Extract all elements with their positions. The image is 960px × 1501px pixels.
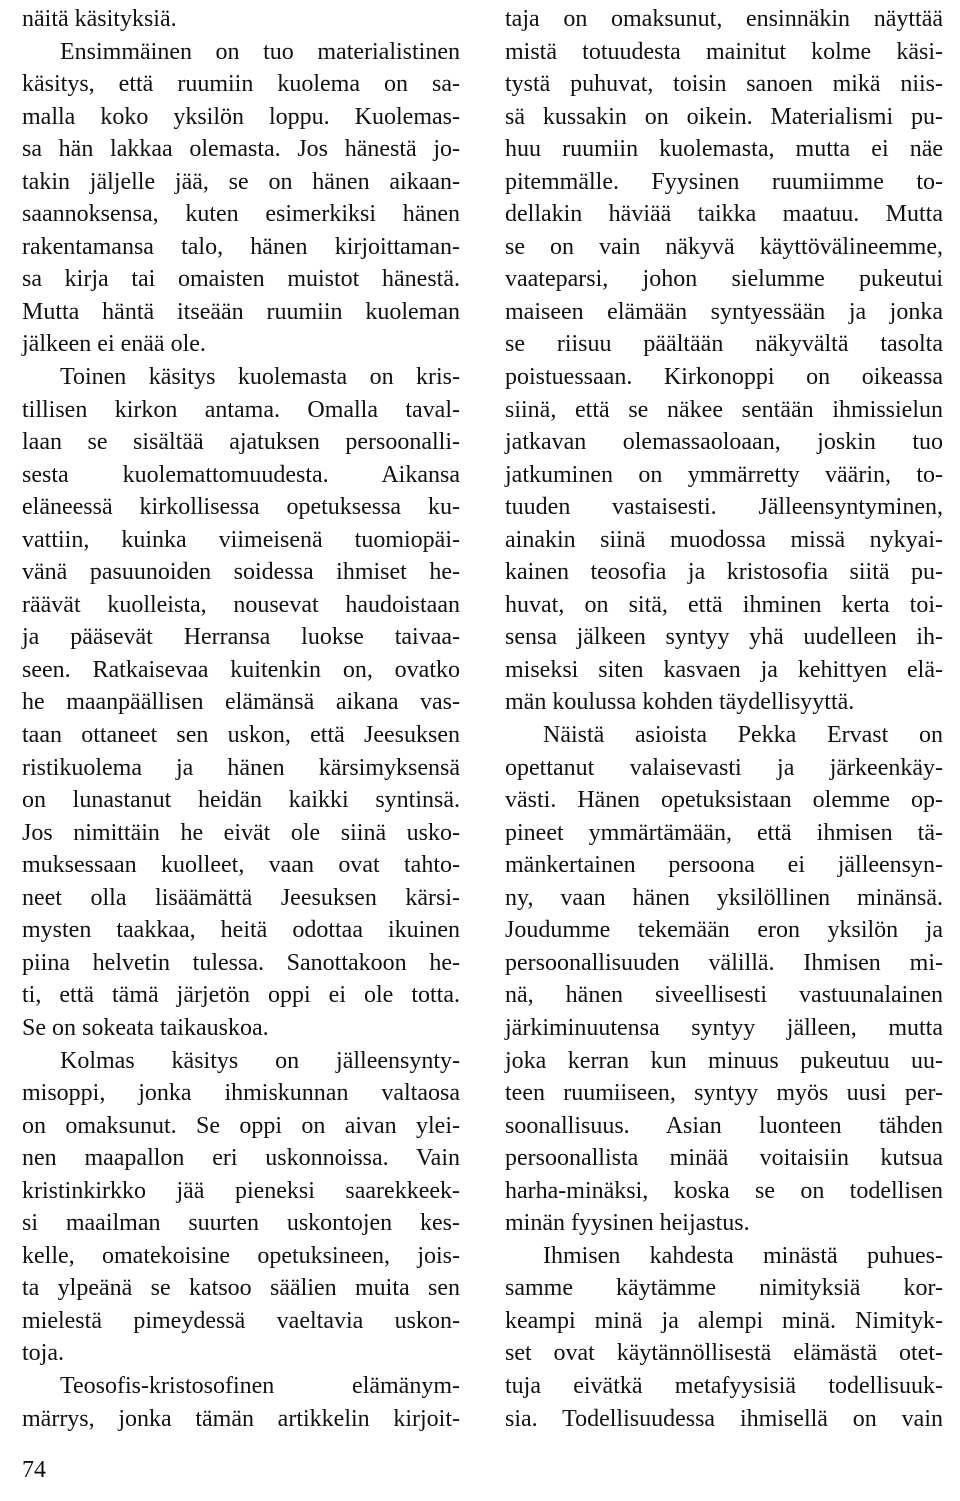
text-line: Kolmas käsitys on jälleensynty- — [60, 1047, 460, 1074]
text-line: Jos nimittäin he eivät ole siinä usko- — [22, 819, 460, 846]
text-line: mysten taakkaa, heitä odottaa ikuinen — [22, 917, 460, 944]
text-line: huvat, on sitä, että ihminen kerta toi- — [505, 591, 943, 618]
text-line: ti, että tämä järjetön oppi ei ole totta. — [22, 982, 460, 1009]
text-line: tillisen kirkon antama. Omalla taval- — [22, 396, 460, 423]
text-line: järkiminuutensa syntyy jälleen, mutta — [505, 1014, 943, 1041]
text-line: tuuden vastaisesti. Jälleensyntyminen, — [505, 494, 943, 521]
text-line: räävät kuolleista, nousevat haudoistaan — [22, 591, 460, 618]
text-line: kristinkirkko jää pieneksi saarekkeek- — [22, 1177, 460, 1204]
text-line: jälkeen ei enää ole. — [22, 331, 206, 358]
text-line: Näistä asioista Pekka Ervast on — [543, 722, 943, 749]
text-line: Joudumme tekemään eron yksilön ja — [505, 917, 943, 944]
text-line: siinä, että se näkee sentään ihmissielun — [505, 396, 943, 423]
text-line: mistä totuudesta mainitut kolme käsi- — [505, 38, 943, 65]
text-line: laan se sisältää ajatuksen persoonalli- — [22, 429, 460, 456]
text-line: jatkuminen on ymmärretty väärin, to- — [505, 461, 943, 488]
text-line: neet olla lisäämättä Jeesuksen kärsi- — [22, 884, 460, 911]
text-line: harha-minäksi, koska se on todellisen — [505, 1177, 943, 1204]
text-line: sa kirja tai omaisten muistot hänestä. — [22, 266, 460, 293]
text-line: malla koko yksilön loppu. Kuolemas- — [22, 103, 460, 130]
text-line: maiseen elämään syntyessään ja jonka — [505, 298, 943, 325]
text-line: samme käytämme nimityksiä kor- — [505, 1275, 943, 1302]
text-line: sesta kuolemattomuudesta. Aikansa — [22, 461, 460, 488]
text-line: persoonallisuuden välillä. Ihmisen mi- — [505, 949, 943, 976]
text-line: mänkertainen persoona ei jälleensyn- — [505, 852, 943, 879]
left-text-column — [22, 3, 460, 1435]
text-line: taan ottaneet sen uskon, että Jeesuksen — [22, 722, 460, 749]
text-line: mielestä pimeydessä vaeltavia uskon- — [22, 1307, 460, 1334]
text-line: Ensimmäinen on tuo materialistinen — [60, 38, 460, 65]
text-line: dellakin häviää taikka maatuu. Mutta — [505, 201, 943, 228]
text-line: ainakin siinä muodossa missä nykyai- — [505, 526, 943, 553]
text-line: Ihmisen kahdesta minästä puhues- — [543, 1242, 943, 1269]
text-line: poistuessaan. Kirkonoppi on oikeassa — [505, 364, 943, 391]
text-line: minän fyysinen heijastus. — [505, 1210, 750, 1237]
text-line: piina helvetin tulessa. Sanottakoon he- — [22, 949, 460, 976]
text-line: on omaksunut. Se oppi on aivan ylei- — [22, 1112, 460, 1139]
text-line: nen maapallon eri uskonnoissa. Vain — [22, 1145, 460, 1172]
text-line: pitemmälle. Fyysinen ruumiimme to- — [505, 168, 943, 195]
text-line: Mutta häntä itseään ruumiin kuoleman — [22, 298, 460, 325]
text-line: Se on sokeata taikauskoa. — [22, 1014, 269, 1041]
text-line: ny, vaan hänen yksilöllinen minänsä. — [505, 884, 943, 911]
text-line: ta ylpeänä se katsoo säälien muita sen — [22, 1275, 460, 1302]
text-line: teen ruumiiseen, syntyy myös uusi per- — [505, 1080, 943, 1107]
text-line: käsitys, että ruumiin kuolema on sa- — [22, 71, 460, 98]
text-line: set ovat käytännöllisestä elämästä otet- — [505, 1340, 943, 1367]
text-line: sensa jälkeen syntyy yhä uudelleen ih- — [505, 624, 943, 651]
text-line: miseksi siten kasvaen ja kehittyen elä- — [505, 656, 943, 683]
text-line: huu ruumiin kuolemasta, mutta ei näe — [505, 136, 943, 163]
text-line: ristikuolema ja hänen kärsimyksensä — [22, 754, 460, 781]
text-line: Teosofis-kristosofinen elämänym- — [60, 1372, 460, 1399]
text-line: sa hän lakkaa olemasta. Jos hänestä jo- — [22, 136, 460, 163]
text-line: västi. Hänen opetuksistaan olemme op- — [505, 787, 943, 814]
text-line: sia. Todellisuudessa ihmisellä on vain — [505, 1405, 943, 1432]
text-line: persoonallista minää voitaisiin kutsua — [505, 1145, 943, 1172]
text-line: on lunastanut heidän kaikki syntinsä. — [22, 787, 460, 814]
text-line: näitä käsityksiä. — [22, 6, 177, 32]
text-line: märrys, jonka tämän artikkelin kirjoit- — [22, 1405, 460, 1432]
text-line: eläneessä kirkollisessa opetuksessa ku- — [22, 494, 460, 521]
text-line: takin jäljelle jää, se on hänen aikaan- — [22, 168, 460, 195]
text-line: kainen teosofia ja kristosofia siitä pu- — [505, 559, 943, 586]
text-line: si maailman suurten uskontojen kes- — [22, 1210, 460, 1237]
text-line: sä kussakin on oikein. Materialismi pu- — [505, 103, 943, 130]
right-text-column — [505, 3, 943, 1435]
text-line: ja pääsevät Herransa luokse taivaa- — [22, 624, 460, 651]
text-line: vattiin, kuinka viimeisenä tuomiopäi- — [22, 526, 460, 553]
text-line: män koulussa kohden täydellisyyttä. — [505, 689, 855, 716]
text-line: Toinen käsitys kuolemasta on kris- — [60, 364, 460, 391]
text-line: misoppi, jonka ihmiskunnan valtaosa — [22, 1080, 460, 1107]
text-line: vaateparsi, johon sielumme pukeutui — [505, 266, 943, 293]
text-line: tuja eivätkä metafyysisiä todellisuuk- — [505, 1372, 943, 1399]
page-number: 74 — [22, 1457, 46, 1483]
text-line: vänä pasuunoiden soidessa ihmiset he- — [22, 559, 460, 586]
text-line: se riisuu päältään näkyvältä tasolta — [505, 331, 943, 358]
text-line: seen. Ratkaisevaa kuitenkin on, ovatko — [22, 656, 460, 683]
text-line: tystä puhuvat, toisin sanoen mikä niis- — [505, 71, 943, 98]
text-line: jatkavan olemassaoloaan, joskin tuo — [505, 429, 943, 456]
text-line: taja on omaksunut, ensinnäkin näyttää — [505, 6, 943, 32]
text-line: opettanut valaisevasti ja järkeenkäy- — [505, 754, 943, 781]
text-line: se on vain näkyvä käyttövälineemme, — [505, 233, 943, 260]
text-line: muksessaan kuolleet, vaan ovat tahto- — [22, 852, 460, 879]
text-line: soonallisuus. Asian luonteen tähden — [505, 1112, 943, 1139]
text-line: keampi minä ja alempi minä. Nimityk- — [505, 1307, 943, 1334]
text-line: he maanpäällisen elämänsä aikana vas- — [22, 689, 460, 716]
text-line: toja. — [22, 1340, 64, 1367]
text-line: rakentamansa talo, hänen kirjoittaman- — [22, 233, 460, 260]
text-line: joka kerran kun minuus pukeutuu uu- — [505, 1047, 943, 1074]
text-line: nä, hänen siveellisesti vastuunalainen — [505, 982, 943, 1009]
text-line: kelle, omatekoisine opetuksineen, jois- — [22, 1242, 460, 1269]
text-line: pineet ymmärtämään, että ihmisen tä- — [505, 819, 943, 846]
text-line: saannoksensa, kuten esimerkiksi hänen — [22, 201, 460, 228]
